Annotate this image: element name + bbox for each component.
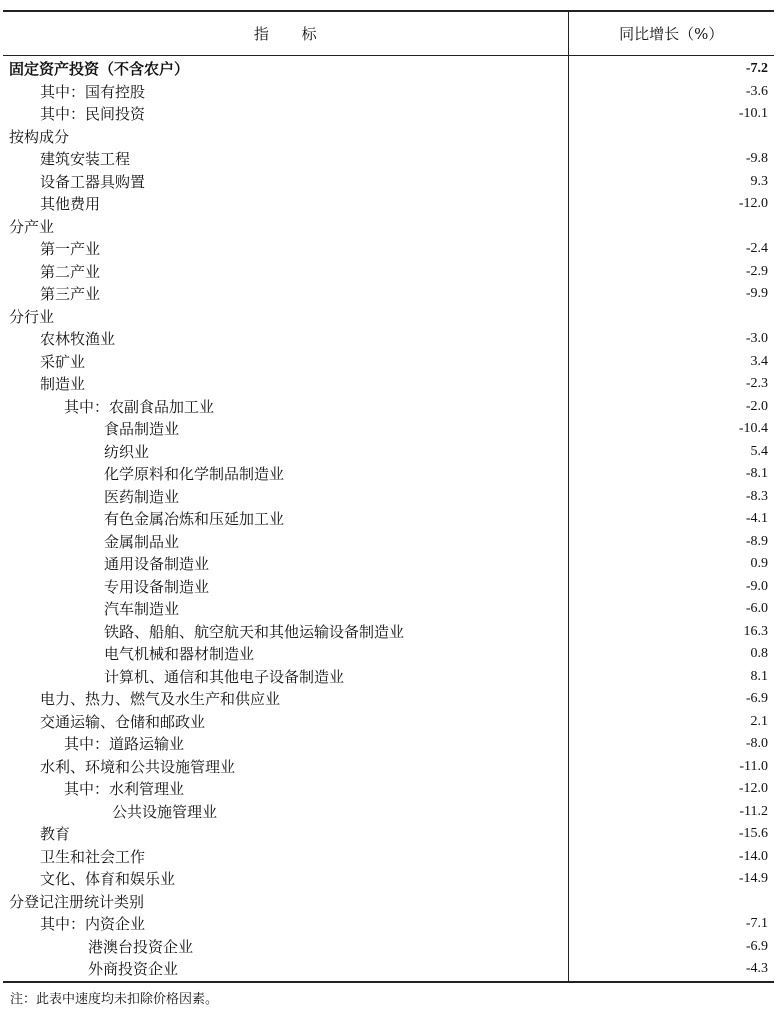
- row-value: -7.1: [745, 916, 768, 932]
- table-row: [3, 801, 774, 824]
- row-value: -2.4: [745, 241, 768, 257]
- row-value: [568, 216, 774, 239]
- row-value: [568, 306, 774, 329]
- row-value: 5.4: [750, 443, 768, 459]
- row-value: -4.3: [568, 958, 774, 982]
- indicator-header: 指 标: [3, 11, 568, 56]
- row-value: 16.3: [743, 623, 768, 639]
- table-row: [3, 733, 774, 756]
- table-row: [3, 418, 774, 441]
- row-label: 文化、体育和娱乐业: [3, 868, 568, 891]
- row-value: -10.4: [738, 421, 768, 437]
- table-row: [3, 103, 774, 126]
- row-value: [568, 891, 774, 914]
- row-label: 其中：国有控股: [3, 81, 568, 104]
- row-value: -8.1: [745, 466, 768, 482]
- table-row: [3, 261, 774, 284]
- row-label: 计算机、通信和其他电子设备制造业: [3, 666, 568, 689]
- row-value: -3.0: [745, 331, 768, 347]
- row-value: -6.9: [745, 938, 768, 954]
- row-label: 其中：水利管理业: [3, 778, 568, 801]
- table-row: [3, 621, 774, 644]
- table-row: [3, 936, 774, 959]
- row-label: 专用设备制造业: [3, 576, 568, 599]
- row-label: 纺织业: [3, 441, 568, 464]
- table-row: [3, 351, 774, 374]
- row-value: -10.1: [738, 106, 768, 122]
- table-row: [3, 913, 774, 936]
- row-label: 其中：道路运输业: [3, 733, 568, 756]
- row-label: 卫生和社会工作: [3, 846, 568, 869]
- row-value: 0.9: [750, 556, 768, 572]
- table-row: [3, 868, 774, 891]
- table-row: [3, 891, 774, 914]
- table-row: [3, 846, 774, 869]
- row-label: 建筑安装工程: [3, 148, 568, 171]
- table-row: [3, 81, 774, 104]
- row-value: -11.0: [739, 758, 768, 774]
- row-value: -3.6: [745, 83, 768, 99]
- row-value: -14.0: [738, 848, 768, 864]
- row-value: -8.0: [745, 736, 768, 752]
- table-row: [3, 711, 774, 734]
- table-row: [3, 396, 774, 419]
- table-row: [3, 598, 774, 621]
- table-row: [3, 328, 774, 351]
- row-value: -6.9: [745, 691, 768, 707]
- row-label: 有色金属冶炼和压延加工业: [3, 508, 568, 531]
- table-header-row: [3, 11, 774, 56]
- table-row: [3, 508, 774, 531]
- table-row: [3, 56, 774, 81]
- row-label: 其中：内资企业: [3, 913, 568, 936]
- table-row: [3, 778, 774, 801]
- table-row: [3, 688, 774, 711]
- row-value: -14.9: [738, 871, 768, 887]
- table-row: [3, 958, 774, 982]
- row-label: 分登记注册统计类别: [3, 891, 568, 914]
- row-value: -9.8: [745, 151, 768, 167]
- table-row: [3, 643, 774, 666]
- table-row: [3, 823, 774, 846]
- table-footnote: 注：此表中速度均未扣除价格因素。: [10, 992, 219, 1007]
- table-row: [3, 126, 774, 149]
- row-label: 通用设备制造业: [3, 553, 568, 576]
- row-value: 8.1: [750, 668, 768, 684]
- table-row: [3, 553, 774, 576]
- row-label: 食品制造业: [3, 418, 568, 441]
- row-label: 固定资产投资（不含农户）: [3, 56, 568, 81]
- row-value: -2.9: [745, 263, 768, 279]
- table-row: [3, 171, 774, 194]
- row-label: 制造业: [3, 373, 568, 396]
- growth-header: 同比增长（%）: [568, 11, 774, 56]
- row-label: 其中：民间投资: [3, 103, 568, 126]
- row-label: 设备工器具购置: [3, 171, 568, 194]
- investment-growth-table: [3, 10, 774, 983]
- row-label: 农林牧渔业: [3, 328, 568, 351]
- row-label: 金属制品业: [3, 531, 568, 554]
- table-row: [3, 193, 774, 216]
- row-value: -6.0: [745, 601, 768, 617]
- row-value: -11.2: [739, 803, 768, 819]
- table-row: [3, 531, 774, 554]
- row-label: 分行业: [3, 306, 568, 329]
- row-value: -4.1: [745, 511, 768, 527]
- row-label: 交通运输、仓储和邮政业: [3, 711, 568, 734]
- row-label: 第一产业: [3, 238, 568, 261]
- row-label: 化学原料和化学制品制造业: [3, 463, 568, 486]
- row-label: 电力、热力、燃气及水生产和供应业: [3, 688, 568, 711]
- table-row: [3, 576, 774, 599]
- row-value: -9.9: [745, 286, 768, 302]
- row-label: 外商投资企业: [3, 958, 568, 982]
- row-label: 采矿业: [3, 351, 568, 374]
- row-label: 水利、环境和公共设施管理业: [3, 756, 568, 779]
- row-label: 按构成分: [3, 126, 568, 149]
- row-value: -9.0: [745, 578, 768, 594]
- row-label: 汽车制造业: [3, 598, 568, 621]
- row-value: 0.8: [750, 646, 768, 662]
- row-label: 电气机械和器材制造业: [3, 643, 568, 666]
- row-label: 分产业: [3, 216, 568, 239]
- row-value: 9.3: [750, 173, 768, 189]
- row-value: 2.1: [750, 713, 768, 729]
- row-label: 港澳台投资企业: [3, 936, 568, 959]
- table-row: [3, 441, 774, 464]
- table-row: [3, 306, 774, 329]
- table-row: [3, 756, 774, 779]
- row-label: 其他费用: [3, 193, 568, 216]
- row-value: -2.0: [745, 398, 768, 414]
- row-value: -12.0: [738, 781, 768, 797]
- table-row: [3, 463, 774, 486]
- statistics-table-container: [3, 10, 774, 983]
- row-value: -2.3: [745, 376, 768, 392]
- table-row: [3, 373, 774, 396]
- row-label: 铁路、船舶、航空航天和其他运输设备制造业: [3, 621, 568, 644]
- table-row: [3, 238, 774, 261]
- table-row: [3, 148, 774, 171]
- row-value: -8.9: [745, 533, 768, 549]
- row-label: 医药制造业: [3, 486, 568, 509]
- table-row: [3, 486, 774, 509]
- row-label: 教育: [3, 823, 568, 846]
- row-label: 其中：农副食品加工业: [3, 396, 568, 419]
- table-row: [3, 666, 774, 689]
- row-label: 公共设施管理业: [3, 801, 568, 824]
- table-row: [3, 283, 774, 306]
- row-value: [568, 126, 774, 149]
- row-value: 3.4: [750, 353, 768, 369]
- row-label: 第二产业: [3, 261, 568, 284]
- row-value: -8.3: [745, 488, 768, 504]
- table-row: [3, 216, 774, 239]
- table-body: [3, 56, 774, 982]
- row-value: -7.2: [745, 61, 768, 77]
- row-label: 第三产业: [3, 283, 568, 306]
- row-value: -15.6: [738, 826, 768, 842]
- row-value: -12.0: [738, 196, 768, 212]
